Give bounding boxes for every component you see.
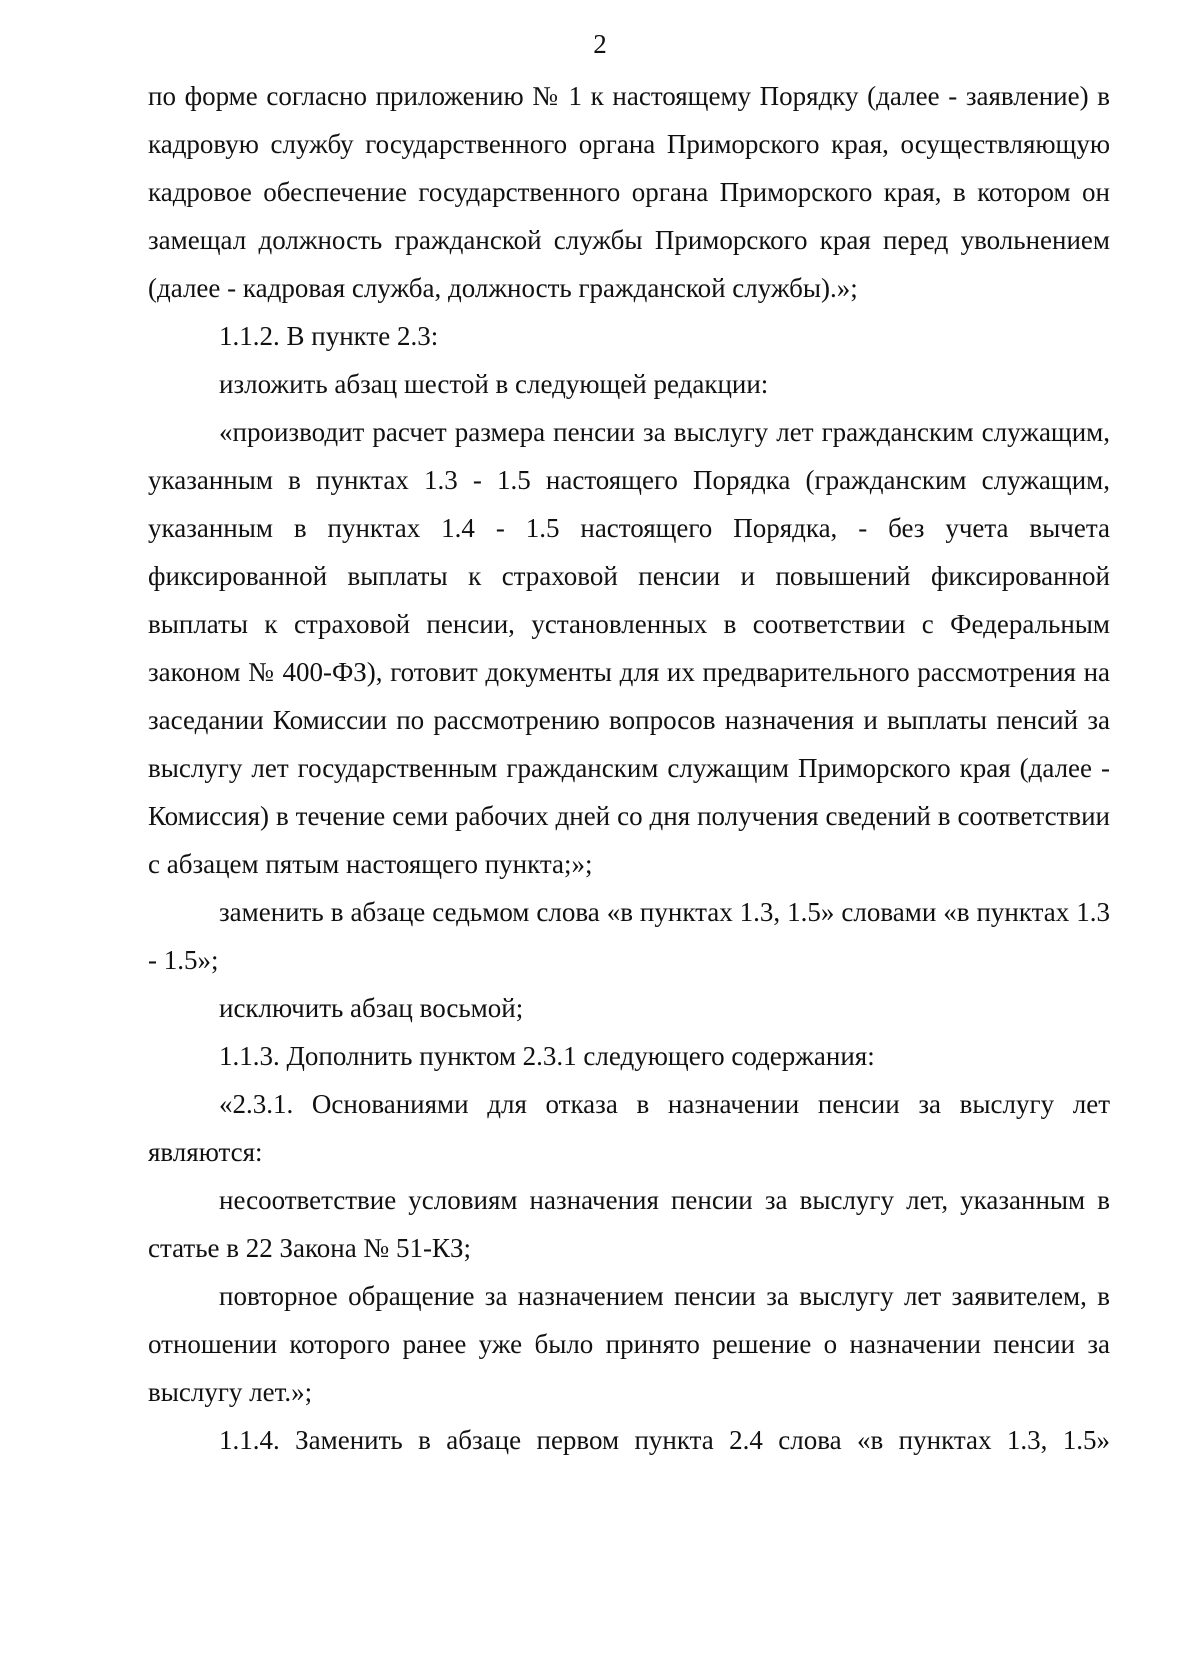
paragraph-item-1-1-4: 1.1.4. Заменить в абзаце первом пункта 2.4 слова «в пунктах 1.3, 1.5» <box>219 1425 1110 1455</box>
paragraph-ground-repeat: повторное обращение за назначением пенсии за выслугу лет заявителем, в отношении которого ранее уже было принято решение о назначении пенсии за выслугу лет.»; <box>148 1281 1110 1407</box>
paragraph-exclude-eighth: исключить абзац восьмой; <box>219 993 524 1023</box>
paragraph-continuation: по форме согласно приложению № 1 к настоящему Порядку (далее - заявление) в кадровую службу государственного органа Приморского края, осуществляющую кадровое обеспечение государственного органа Приморского края, в котором он замещал должность гражданской службы Приморского края перед увольнением (далее - кадровая служба, должность гражданской службы).»; <box>148 81 1110 303</box>
paragraph-amend-sixth: изложить абзац шестой в следующей редакции: <box>219 369 769 399</box>
document-body <box>148 72 1110 1464</box>
paragraph-quoted-text: «производит расчет размера пенсии за выслугу лет гражданским служащим, указанным в пунктах 1.3 - 1.5 настоящего Порядка (гражданским служащим, указанным в пунктах 1.4 - 1.5 настоящего Порядка, - без учета вычета фиксированной выплаты к страховой пенсии и повышений фиксированной выплаты к страховой пенсии, установленных в соответствии с Федеральным законом № 400-ФЗ), готовит документы для их предварительного рассмотрения на заседании Комиссии по рассмотрению вопросов назначения и выплаты пенсий за выслугу лет государственным гражданским служащим Приморского края (далее - Комиссия) в течение семи рабочих дней со дня получения сведений в соответствии с абзацем пятым настоящего пункта;»; <box>148 417 1110 879</box>
paragraph-item-1-1-3: 1.1.3. Дополнить пунктом 2.3.1 следующего содержания: <box>219 1041 875 1071</box>
paragraph-ground-nonconformity: несоответствие условиям назначения пенсии за выслугу лет, указанным в статье в 22 Закона № 51-КЗ; <box>148 1185 1110 1263</box>
paragraph-replace-seventh: заменить в абзаце седьмом слова «в пунктах 1.3, 1.5» словами «в пунктах 1.3 - 1.5»; <box>148 897 1110 975</box>
paragraph-item-2-3-1: «2.3.1. Основаниями для отказа в назначении пенсии за выслугу лет являются: <box>148 1089 1110 1167</box>
page-number: 2 <box>593 29 607 59</box>
paragraph-item-1-1-2: 1.1.2. В пункте 2.3: <box>219 321 439 351</box>
